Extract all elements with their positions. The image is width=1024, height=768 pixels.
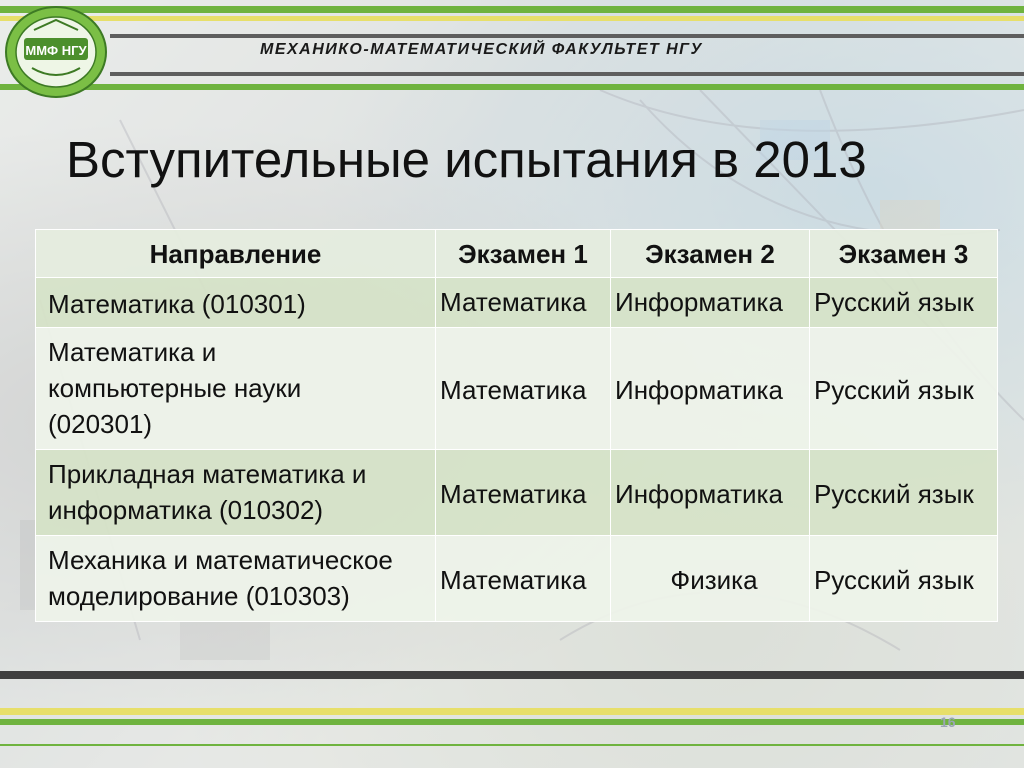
exam3-cell: Русский язык	[810, 328, 998, 450]
column-header-direction: Направление	[36, 230, 436, 278]
exam2-cell: Информатика	[611, 328, 810, 450]
bottom-dark-stripe	[0, 671, 1024, 679]
direction-line: Прикладная математика и	[48, 459, 367, 489]
direction-line: моделирование (010303)	[48, 581, 350, 611]
bottom-yellow-stripe	[0, 708, 1024, 715]
exam1-cell: Математика	[436, 450, 611, 536]
direction-line: компьютерные науки	[48, 373, 302, 403]
direction-line: Механика и математическое	[48, 545, 393, 575]
faculty-logo	[2, 2, 110, 100]
exam3-cell: Русский язык	[810, 278, 998, 328]
header-bottom-rule	[110, 72, 1024, 76]
logo-text: ММФ НГУ	[25, 43, 87, 58]
bottom-thin-rule	[0, 744, 1024, 746]
exam3-cell: Русский язык	[810, 536, 998, 622]
top-yellow-stripe	[0, 16, 1024, 21]
faculty-header: МЕХАНИКО-МАТЕМАТИЧЕСКИЙ ФАКУЛЬТЕТ НГУ	[260, 41, 703, 58]
slide-title: Вступительные испытания в 2013	[66, 131, 867, 188]
bottom-green-stripe	[0, 719, 1024, 725]
table-row	[36, 536, 998, 622]
header-green-stripe	[0, 84, 1024, 90]
direction-line: (020301)	[48, 409, 153, 439]
table-row	[36, 450, 998, 536]
direction-cell	[36, 536, 436, 622]
direction-cell: Математика (010301)	[36, 278, 436, 328]
header-top-rule	[110, 34, 1024, 38]
page-number: 16	[940, 714, 956, 730]
column-header-exam1: Экзамен 1	[436, 230, 611, 278]
table-row	[36, 278, 998, 328]
column-header-exam3: Экзамен 3	[810, 230, 998, 278]
exam3-cell: Русский язык	[810, 450, 998, 536]
exam1-cell: Математика	[436, 278, 611, 328]
direction-line: Математика и	[48, 337, 217, 367]
exam2-cell: Информатика	[611, 450, 810, 536]
direction-cell	[36, 328, 436, 450]
exam-table	[35, 229, 998, 622]
column-header-exam2: Экзамен 2	[611, 230, 810, 278]
exam2-cell: Информатика	[611, 278, 810, 328]
top-green-stripe	[0, 6, 1024, 13]
table-row	[36, 328, 998, 450]
exam2-cell: Физика	[611, 536, 810, 622]
exam1-cell: Математика	[436, 328, 611, 450]
direction-line: информатика (010302)	[48, 495, 324, 525]
direction-cell	[36, 450, 436, 536]
table-header-row	[36, 230, 998, 278]
exam1-cell: Математика	[436, 536, 611, 622]
